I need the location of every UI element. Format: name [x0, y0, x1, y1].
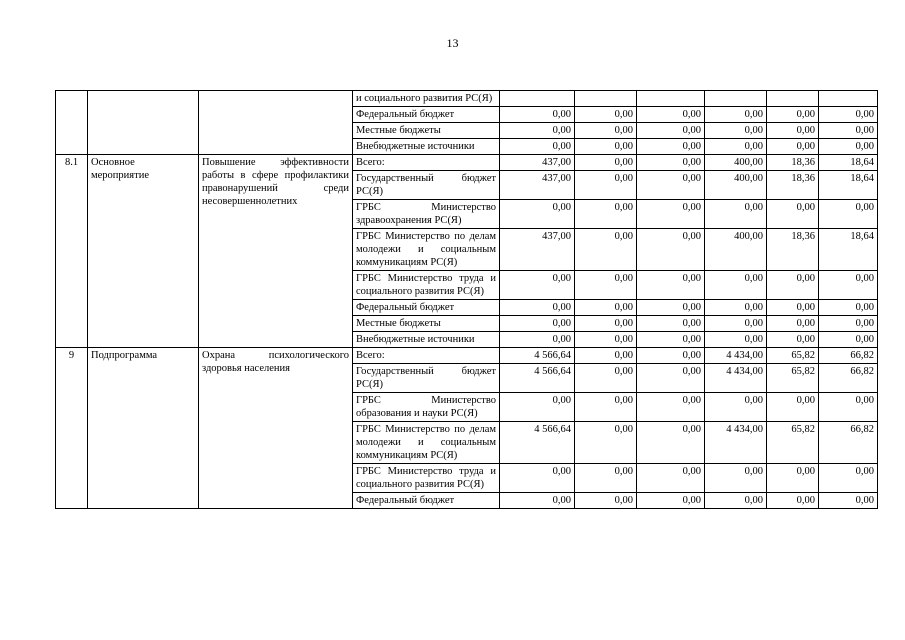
amount-cell: 437,00 [500, 155, 575, 171]
amount-cell: 0,00 [637, 332, 705, 348]
amount-cell: 0,00 [575, 123, 637, 139]
budget-table [55, 90, 878, 509]
amount-cell: 0,00 [767, 107, 819, 123]
funding-source-cell: и социального развития РС(Я) [353, 91, 500, 107]
item-name-cell: Повышение эффективности работы в сфере профилактики правонарушений среди несовершеннолетних [199, 155, 353, 348]
amount-cell: 0,00 [575, 171, 637, 200]
amount-cell: 0,00 [637, 422, 705, 464]
table-row [56, 348, 878, 364]
amount-cell: 0,00 [575, 300, 637, 316]
amount-cell: 0,00 [637, 171, 705, 200]
amount-cell: 0,00 [767, 200, 819, 229]
amount-cell: 0,00 [819, 300, 878, 316]
amount-cell: 65,82 [767, 348, 819, 364]
amount-cell: 0,00 [637, 139, 705, 155]
amount-cell: 0,00 [575, 393, 637, 422]
amount-cell: 0,00 [637, 464, 705, 493]
amount-cell: 0,00 [637, 229, 705, 271]
amount-cell: 0,00 [705, 200, 767, 229]
amount-cell: 0,00 [767, 332, 819, 348]
amount-cell: 0,00 [819, 139, 878, 155]
amount-cell: 0,00 [500, 200, 575, 229]
amount-cell: 0,00 [637, 316, 705, 332]
amount-cell: 0,00 [575, 229, 637, 271]
funding-source-cell: ГРБС Министерство по делам молодежи и социальным коммуникациям РС(Я) [353, 422, 500, 464]
amount-cell: 0,00 [705, 300, 767, 316]
funding-source-cell: Государственный бюджет РС(Я) [353, 171, 500, 200]
amount-cell: 0,00 [819, 107, 878, 123]
funding-source-cell: Всего: [353, 348, 500, 364]
amount-cell: 0,00 [705, 464, 767, 493]
amount-cell: 0,00 [705, 107, 767, 123]
amount-cell: 65,82 [767, 422, 819, 464]
amount-cell: 0,00 [637, 271, 705, 300]
amount-cell: 0,00 [819, 271, 878, 300]
amount-cell: 0,00 [767, 316, 819, 332]
funding-source-cell: ГРБС Министерство по делам молодежи и социальным коммуникациям РС(Я) [353, 229, 500, 271]
amount-cell: 0,00 [705, 139, 767, 155]
amount-cell: 0,00 [500, 464, 575, 493]
amount-cell: 0,00 [637, 493, 705, 509]
amount-cell: 0,00 [819, 493, 878, 509]
amount-cell: 0,00 [500, 300, 575, 316]
amount-cell: 4 566,64 [500, 364, 575, 393]
amount-cell: 18,64 [819, 229, 878, 271]
amount-cell: 0,00 [575, 493, 637, 509]
amount-cell: 0,00 [575, 200, 637, 229]
amount-cell: 0,00 [575, 155, 637, 171]
table-row [56, 91, 878, 107]
amount-cell: 0,00 [819, 200, 878, 229]
amount-cell [575, 91, 637, 107]
amount-cell: 0,00 [705, 332, 767, 348]
funding-source-cell: ГРБС Министерство здравоохранения РС(Я) [353, 200, 500, 229]
table-row [56, 155, 878, 171]
amount-cell: 18,36 [767, 171, 819, 200]
amount-cell: 0,00 [575, 107, 637, 123]
item-type-cell [88, 91, 199, 155]
amount-cell [637, 91, 705, 107]
item-number-cell: 9 [56, 348, 88, 509]
funding-source-cell: Местные бюджеты [353, 123, 500, 139]
amount-cell: 0,00 [575, 316, 637, 332]
amount-cell: 0,00 [637, 364, 705, 393]
amount-cell: 18,64 [819, 171, 878, 200]
funding-source-cell: ГРБС Министерство труда и социального развития РС(Я) [353, 271, 500, 300]
amount-cell: 0,00 [637, 107, 705, 123]
amount-cell [767, 91, 819, 107]
amount-cell: 0,00 [767, 393, 819, 422]
item-name-cell: Охрана психологического здоровья населения [199, 348, 353, 509]
amount-cell: 0,00 [500, 393, 575, 422]
amount-cell: 66,82 [819, 422, 878, 464]
amount-cell: 4 434,00 [705, 364, 767, 393]
item-number-cell: 8.1 [56, 155, 88, 348]
amount-cell: 0,00 [819, 316, 878, 332]
item-type-cell: Подпрограмма [88, 348, 199, 509]
amount-cell: 0,00 [575, 271, 637, 300]
amount-cell: 0,00 [705, 493, 767, 509]
amount-cell: 0,00 [767, 271, 819, 300]
item-name-cell [199, 91, 353, 155]
amount-cell: 0,00 [575, 364, 637, 393]
amount-cell: 400,00 [705, 155, 767, 171]
amount-cell: 0,00 [500, 316, 575, 332]
amount-cell: 18,36 [767, 229, 819, 271]
amount-cell: 0,00 [819, 393, 878, 422]
amount-cell: 0,00 [767, 464, 819, 493]
amount-cell: 0,00 [500, 139, 575, 155]
amount-cell: 0,00 [767, 493, 819, 509]
page-number: 13 [446, 36, 459, 50]
amount-cell: 0,00 [575, 422, 637, 464]
funding-source-cell: Местные бюджеты [353, 316, 500, 332]
funding-source-cell: Федеральный бюджет [353, 300, 500, 316]
item-number-cell [56, 91, 88, 155]
amount-cell: 0,00 [705, 316, 767, 332]
amount-cell: 65,82 [767, 364, 819, 393]
amount-cell [705, 91, 767, 107]
funding-source-cell: Внебюджетные источники [353, 332, 500, 348]
amount-cell: 4 434,00 [705, 422, 767, 464]
funding-source-cell: Государственный бюджет РС(Я) [353, 364, 500, 393]
funding-source-cell: Всего: [353, 155, 500, 171]
amount-cell: 400,00 [705, 171, 767, 200]
amount-cell: 0,00 [705, 393, 767, 422]
amount-cell: 0,00 [767, 139, 819, 155]
amount-cell: 0,00 [637, 200, 705, 229]
amount-cell: 0,00 [575, 348, 637, 364]
amount-cell: 0,00 [500, 332, 575, 348]
funding-source-cell: Федеральный бюджет [353, 493, 500, 509]
amount-cell: 18,64 [819, 155, 878, 171]
amount-cell [819, 91, 878, 107]
amount-cell: 0,00 [637, 393, 705, 422]
amount-cell: 0,00 [500, 123, 575, 139]
amount-cell: 0,00 [767, 300, 819, 316]
amount-cell: 0,00 [500, 271, 575, 300]
amount-cell: 4 434,00 [705, 348, 767, 364]
funding-source-cell: ГРБС Министерство труда и социального развития РС(Я) [353, 464, 500, 493]
amount-cell: 0,00 [637, 300, 705, 316]
amount-cell: 4 566,64 [500, 348, 575, 364]
amount-cell: 0,00 [500, 107, 575, 123]
amount-cell: 0,00 [705, 271, 767, 300]
amount-cell: 400,00 [705, 229, 767, 271]
amount-cell: 437,00 [500, 229, 575, 271]
funding-source-cell: Внебюджетные источники [353, 139, 500, 155]
amount-cell: 66,82 [819, 348, 878, 364]
amount-cell: 66,82 [819, 364, 878, 393]
amount-cell: 0,00 [575, 464, 637, 493]
amount-cell: 18,36 [767, 155, 819, 171]
amount-cell: 0,00 [637, 155, 705, 171]
amount-cell: 0,00 [705, 123, 767, 139]
amount-cell: 0,00 [819, 464, 878, 493]
amount-cell: 0,00 [500, 493, 575, 509]
funding-source-cell: ГРБС Министерство образования и науки РС(Я) [353, 393, 500, 422]
amount-cell: 437,00 [500, 171, 575, 200]
amount-cell: 0,00 [767, 123, 819, 139]
amount-cell: 0,00 [575, 139, 637, 155]
amount-cell: 0,00 [637, 123, 705, 139]
amount-cell: 4 566,64 [500, 422, 575, 464]
funding-source-cell: Федеральный бюджет [353, 107, 500, 123]
amount-cell: 0,00 [637, 348, 705, 364]
item-type-cell: Основное мероприятие [88, 155, 199, 348]
amount-cell: 0,00 [575, 332, 637, 348]
amount-cell [500, 91, 575, 107]
amount-cell: 0,00 [819, 332, 878, 348]
amount-cell: 0,00 [819, 123, 878, 139]
